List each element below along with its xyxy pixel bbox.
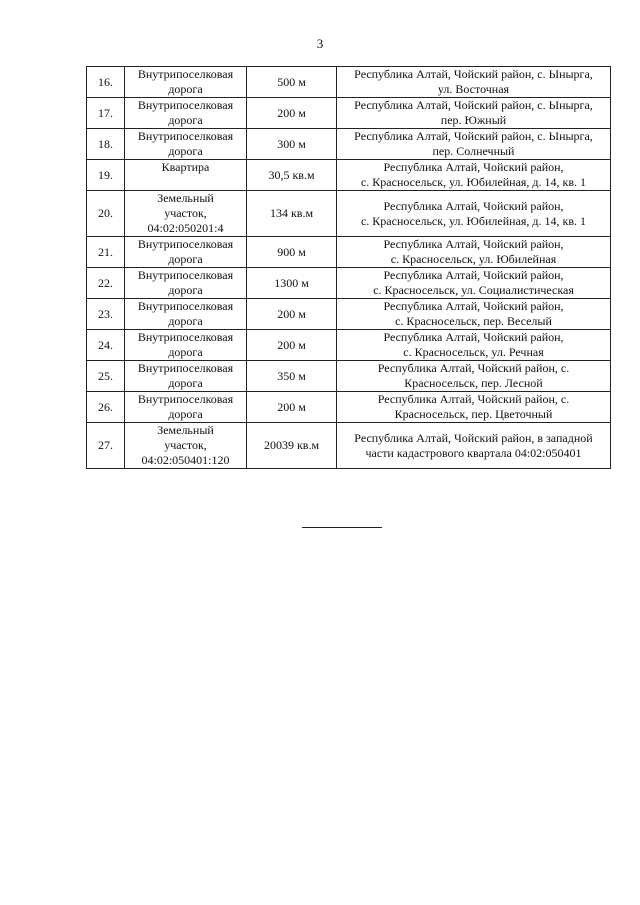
table-row <box>87 67 611 98</box>
object-name-line: Внутрипоселковая <box>137 299 234 313</box>
size-cell: 200 м <box>247 299 337 330</box>
property-table-body <box>87 67 611 469</box>
size-cell: 134 кв.м <box>247 191 337 237</box>
object-name-cell <box>125 361 247 392</box>
address-line: с. Красносельск, ул. Юбилейная <box>390 252 557 266</box>
address-line: Республика Алтай, Чойский район, с. Ынырга, <box>354 67 593 81</box>
address-cell <box>337 67 611 98</box>
address-line: с. Красносельск, ул. Социалистическая <box>373 283 574 297</box>
row-number-cell: 17. <box>87 98 125 129</box>
size-cell: 500 м <box>247 67 337 98</box>
object-name-line: Внутрипоселковая <box>137 129 234 143</box>
address-line: Красносельск, пер. Лесной <box>404 376 543 390</box>
address-line: Республика Алтай, Чойский район, с. <box>377 361 570 375</box>
address-cell <box>337 361 611 392</box>
address-line: Республика Алтай, Чойский район, с. <box>377 392 570 406</box>
address-cell <box>337 98 611 129</box>
address-line: Республика Алтай, Чойский район, <box>383 198 564 213</box>
address-cell <box>337 299 611 330</box>
object-name-line: дорога <box>168 252 203 266</box>
address-line: ул. Восточная <box>437 82 510 96</box>
row-number-cell: 27. <box>87 423 125 469</box>
address-cell <box>337 129 611 160</box>
row-number-cell: 21. <box>87 237 125 268</box>
object-name-line: Внутрипоселковая <box>137 392 234 406</box>
address-line: Республика Алтай, Чойский район, <box>383 160 564 174</box>
row-number-cell: 22. <box>87 268 125 299</box>
address-cell <box>337 237 611 268</box>
object-name-cell <box>125 392 247 423</box>
address-cell <box>337 330 611 361</box>
address-line: с. Красносельск, ул. Юбилейная, д. 14, кв. 1 <box>360 213 587 228</box>
size-cell: 900 м <box>247 237 337 268</box>
object-name-line: дорога <box>168 82 203 96</box>
size-cell: 350 м <box>247 361 337 392</box>
row-number-cell: 19. <box>87 160 125 191</box>
object-name-cell <box>125 191 247 237</box>
object-name-line: участок, <box>164 438 207 452</box>
table-row <box>87 268 611 299</box>
size-cell: 200 м <box>247 98 337 129</box>
object-name-cell <box>125 268 247 299</box>
object-name-line: дорога <box>168 113 203 127</box>
size-cell: 1300 м <box>247 268 337 299</box>
page-number: 3 <box>316 36 324 51</box>
table-row <box>87 299 611 330</box>
size-cell: 200 м <box>247 330 337 361</box>
address-line: с. Красносельск, ул. Речная <box>403 345 544 359</box>
object-name-line: Внутрипоселковая <box>137 98 234 112</box>
row-number-cell: 23. <box>87 299 125 330</box>
size-cell: 20039 кв.м <box>247 423 337 469</box>
object-name-line: дорога <box>168 376 203 390</box>
address-cell <box>337 191 611 237</box>
row-number-cell: 16. <box>87 67 125 98</box>
object-name-line: дорога <box>168 314 203 328</box>
address-line: пер. Южный <box>440 113 507 127</box>
address-line: с. Красносельск, ул. Юбилейная, д. 14, кв. 1 <box>360 175 587 189</box>
table-row <box>87 98 611 129</box>
table-row <box>87 423 611 469</box>
table-row <box>87 330 611 361</box>
address-line: пер. Солнечный <box>432 144 515 158</box>
end-divider <box>302 527 382 528</box>
address-line: Республика Алтай, Чойский район, в западной <box>354 430 593 445</box>
object-name-cell <box>125 129 247 160</box>
address-line: Республика Алтай, Чойский район, с. Ынырга, <box>354 129 593 143</box>
object-name-line: Внутрипоселковая <box>137 67 234 81</box>
object-name-cell <box>125 160 247 191</box>
object-name-line: Внутрипоселковая <box>137 330 234 344</box>
object-name-line: Внутрипоселковая <box>137 361 234 375</box>
address-cell <box>337 160 611 191</box>
object-name-line: дорога <box>168 144 203 158</box>
table-row <box>87 129 611 160</box>
address-line: Республика Алтай, Чойский район, <box>383 268 564 282</box>
object-name-cell <box>125 299 247 330</box>
row-number-cell: 25. <box>87 361 125 392</box>
property-table <box>86 66 611 469</box>
row-number-cell: 18. <box>87 129 125 160</box>
object-name-cell <box>125 423 247 469</box>
object-name-line: Земельный <box>157 423 214 437</box>
row-number-cell: 24. <box>87 330 125 361</box>
address-line: Республика Алтай, Чойский район, <box>383 330 564 344</box>
address-line: Республика Алтай, Чойский район, <box>383 299 564 313</box>
object-name-line: Внутрипоселковая <box>137 268 234 282</box>
size-cell: 200 м <box>247 392 337 423</box>
row-number-cell: 26. <box>87 392 125 423</box>
table-row <box>87 361 611 392</box>
table-row <box>87 392 611 423</box>
object-name-line: дорога <box>168 407 203 421</box>
object-name-line: 04:02:050201:4 <box>147 221 224 235</box>
table-row <box>87 191 611 237</box>
object-name-line: участок, <box>164 206 207 220</box>
object-name-cell <box>125 67 247 98</box>
table-row <box>87 237 611 268</box>
object-name-cell <box>125 237 247 268</box>
address-line: Красносельск, пер. Цветочный <box>394 407 553 421</box>
object-name-line: 04:02:050401:120 <box>141 453 230 467</box>
size-cell: 30,5 кв.м <box>247 160 337 191</box>
object-name-cell <box>125 98 247 129</box>
address-cell <box>337 268 611 299</box>
table-row <box>87 160 611 191</box>
address-line: с. Красносельск, пер. Веселый <box>395 314 552 328</box>
object-name-line: дорога <box>168 283 203 297</box>
object-name-line: Квартира <box>161 160 210 174</box>
object-name-cell <box>125 330 247 361</box>
address-cell <box>337 423 611 469</box>
address-line: части кадастрового квартала 04:02:050401 <box>365 445 582 460</box>
object-name-line: Земельный <box>157 191 214 205</box>
address-line: Республика Алтай, Чойский район, с. Ынырга, <box>354 98 593 112</box>
address-cell <box>337 392 611 423</box>
object-name-line: дорога <box>168 345 203 359</box>
address-line: Республика Алтай, Чойский район, <box>383 237 564 251</box>
row-number-cell: 20. <box>87 191 125 237</box>
object-name-line: Внутрипоселковая <box>137 237 234 251</box>
size-cell: 300 м <box>247 129 337 160</box>
